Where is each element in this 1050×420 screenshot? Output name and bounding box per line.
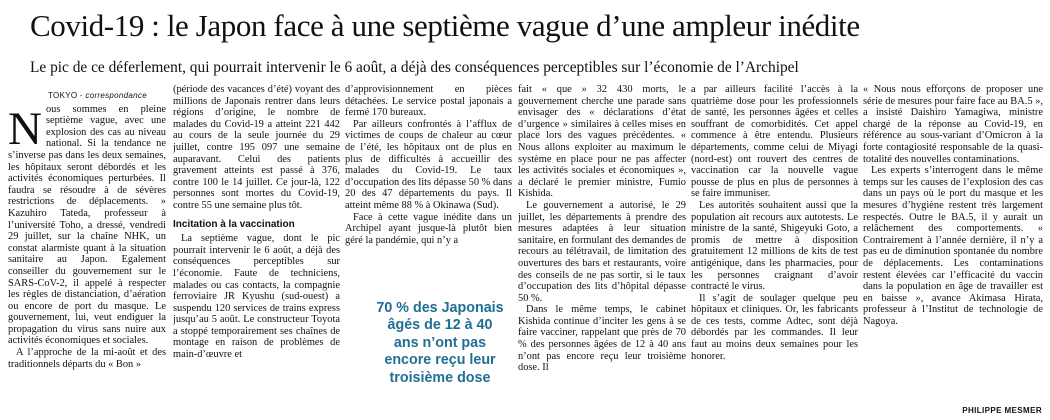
paragraph: (période des vacances d’été) voyant des millions de Japonais rentrer dans leurs régions d’origine, le nombre de malades du Covid-19 a atteint 221 442 au cours de la seule journée du 29 juillet, contre 195 097 une semaine auparavant. Celui des patients gravement atteints est passé à 376, contre 100 le 14 juillet. Ce jour-là, 122 personnes sont mortes du Covid-19, contre 55 une semaine plus tôt. (173, 84, 340, 211)
pull-quote: 70 % des Japonais âgés de 12 à 40 ans n’ont pas encore reçu leur troisième dose (374, 300, 506, 387)
column-1 (8, 84, 166, 420)
lead-text: ous sommes en pleine septième vague, avec une explosion des cas au niveau national. Si la tendance ne s’inverse pas dans les deux semaines, les hôpitaux seront débordés et les activités économiques perturbées. Il faudra se résoudre à de sévères restrictions de déplacements. » Kazuhiro Tateda, professeur à l’université Toho, a dressé, vendredi 29 juillet, sur la chaîne NHK, un constat alarmiste quant à la situation sanitaire au Japon. Egalement conseiller du gouvernement sur le SARS-CoV-2, il appelé à respecter les règles de distanciation, d’aération ou encore de port du masque. Le gouvernement, lui, veut endiguer la propagation du virus sans nuire aux activités économiques et sociales. (8, 103, 166, 347)
paragraph: Le gouvernement a autorisé, le 29 juillet, les départements à prendre des mesures adaptées à leur situation sanitaire, en formulant des demandes de recours au télétravail, de limitation des ouvertures des bars et restaurants, voire des conseils de ne pas sortir, si le taux d’occupation des lits d’hôpital dépasse 50 %. (518, 199, 686, 304)
paragraph: a par ailleurs facilité l’accès à la quatrième dose pour les professionnels de santé, les personnes âgées et celles souffrant de comorbidités. Cet appel commence à être entendu. Plusieurs départements, comme celui de Miyagi (nord-est) ont rouvert des centres de vaccination car la nouvelle vague pousse de plus en plus de personnes à se faire immuniser. (691, 84, 858, 200)
subtitle: Le pic de ce déferlement, qui pourrait intervenir le 6 août, a déjà des conséquences perceptibles sur l’économie de l’Archipel (30, 59, 799, 76)
dateline (48, 90, 166, 102)
lead-paragraph (8, 104, 166, 347)
column-6 (863, 84, 1043, 420)
paragraph: fait « que » 32 430 morts, le gouvernement cherche une parade sans envisager des « déclarations d’état d’urgence » similaires à celles mises en place lors des vagues précédentes. « Nous allons exploiter au maximum le système en place pour ne pas affecter les activités sociales et économiques », a déclaré le premier ministre, Fumio Kishida. (518, 84, 686, 200)
paragraph: Les autorités souhaitent aussi que la population ait recours aux autotests. Le ministre de la santé, Shigeyuki Goto, a promis de mettre à disposition gratuitement 12 millions de kits de test antigénique, dans les pharmacies, pour les personnes craignant d’avoir contracté le virus. (691, 199, 858, 293)
column-2 (173, 84, 340, 420)
paragraph: Face à cette vague inédite dans un Archipel ayant jusque-là plutôt bien géré la pandémie, qui n’y a (345, 211, 512, 246)
paragraph: d’approvisionnement en pièces détachées. Le service postal japonais a fermé 170 bureaux. (345, 84, 512, 119)
column-4 (518, 84, 686, 420)
paragraph: Il s’agit de soulager quelque peu hôpitaux et cliniques. Or, les fabricants de ces tests, comme Adtec, sont déjà débordés par les commandes. Il leur faut au moins deux semaines pour les honorer. (691, 292, 858, 362)
headline: Covid-19 : le Japon face à une septième vague d’une ampleur inédite (30, 8, 860, 43)
dropcap: N (8, 102, 42, 155)
paragraph: La septième vague, dont le pic pourrait intervenir le 6 août, a déjà des conséquences perceptibles sur l’économie. Faute de techniciens, malades ou cas contacts, la compagnie ferroviaire JR Kyushu (sud-ouest) a suspendu 120 services de trains express jusqu’au 5 août. Le constructeur Toyota a stoppé temporairement ses chaînes de montage en raison de problèmes de main-d’œuvre et (173, 233, 340, 361)
dateline-tag: correspondance (85, 91, 147, 100)
paragraph: Les experts s’interrogent dans le même temps sur les causes de l’explosion des cas dans un pays où le port du masque et les mesures d’hygiène restent très largement respectés. Outre le BA.5, il y aurait un relâchement des comportements. « Contrairement à l’année dernière, il n’y a pas eu de diminution spontanée du nombre de déplacements. Les contaminations restent élevées car l’efficacité du vaccin dans la population en âge de travailler est en baisse », avance Akimasa Hirata, professeur à l’Institut de technologie de Nagoya. (863, 165, 1043, 327)
column-5 (691, 84, 858, 420)
section-subhead: Incitation à la vaccination (173, 218, 295, 230)
paragraph: A l’approche de la mi-août et des traditionnels départs du « Bon » (8, 347, 166, 370)
byline: PHILIPPE MESMER (958, 406, 1042, 415)
dateline-place: TOKYO - (48, 91, 83, 100)
paragraph: Dans le même temps, le cabinet Kishida continue d’inciter les gens à se faire vacciner, rappelant que près de 70 % des personnes âgées de 12 à 40 ans n’ont pas encore reçu leur troisième dose. Il (518, 304, 686, 374)
paragraph: Par ailleurs confrontés à l’afflux de victimes de coups de chaleur au cœur de l’été, les hôpitaux ont de plus en plus de difficultés à accueillir des malades du Covid-19. Le taux d’occupation des lits dépasse 50 % dans 20 des 47 départements du pays. Il atteint même 88 % à Okinawa (Sud). (345, 118, 512, 211)
paragraph: « Nous nous efforçons de proposer une série de mesures pour faire face au BA.5 », a insisté Daishiro Yamagiwa, ministre chargé de la réponse au Covid-19, en référence au sous-variant d’Omicron à la forte contagiosité responsable de la quasi-totalité des nouvelles contaminations. (863, 84, 1043, 165)
